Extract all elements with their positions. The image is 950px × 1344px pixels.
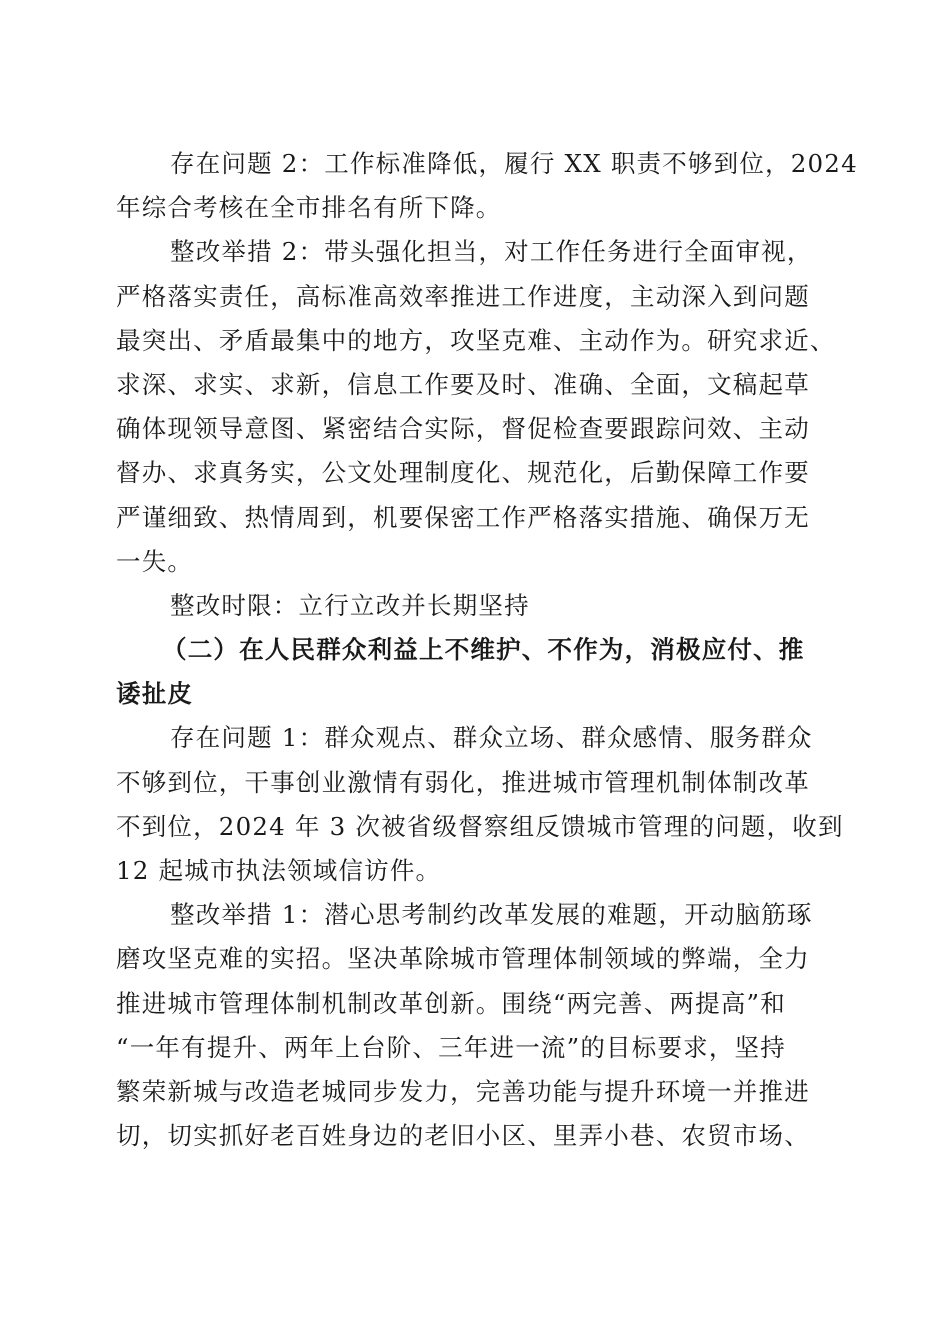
measure-2-line-1: 整改举措 2：带头强化担当，对工作任务进行全面审视，: [170, 237, 813, 267]
measure-1-line-3: 推进城市管理体制机制改革创新。围绕“两完善、两提高”和: [116, 988, 786, 1018]
measure-1-line-4: “一年有提升、两年上台阶、三年进一流”的目标要求，坚持: [116, 1032, 786, 1062]
measure-1-line-6: 切，切实抓好老百姓身边的老旧小区、里弄小巷、农贸市场、: [116, 1121, 810, 1151]
measure-2-line-7: 严谨细致、热情周到，机要保密工作严格落实措施、确保万无: [116, 502, 810, 532]
problem-2-line-1: 存在问题 2：工作标准降低，履行 XX 职责不够到位，2024: [170, 149, 858, 178]
problem-2-line-2: 年综合考核在全市排名有所下降。: [116, 193, 502, 223]
measure-2-line-8: 一失。: [116, 546, 194, 576]
measure-1-line-1: 整改举措 1：潜心思考制约改革发展的难题，开动脑筋琢: [170, 900, 813, 930]
section-2-heading-line-1: （二）在人民群众利益上不维护、不作为，消极应付、推: [162, 635, 805, 665]
measure-2-line-6: 督办、求真务实，公文处理制度化、规范化，后勤保障工作要: [116, 458, 810, 488]
problem-1-line-2: 不够到位，干事创业激情有弱化，推进城市管理机制体制改革: [116, 767, 810, 797]
document-body: [116, 142, 858, 1158]
measure-1-line-5: 繁荣新城与改造老城同步发力，完善功能与提升环境一并推进: [116, 1076, 810, 1106]
deadline-line: 整改时限：立行立改并长期坚持: [170, 590, 530, 620]
measure-2-line-4: 求深、求实、求新，信息工作要及时、准确、全面，文稿起草: [116, 369, 810, 399]
measure-1-line-2: 磨攻坚克难的实招。坚决革除城市管理体制领域的弊端，全力: [116, 944, 810, 974]
problem-1-line-4: 12 起城市执法领域信访件。: [116, 856, 442, 885]
measure-2-line-2: 严格落实责任，高标准高效率推进工作进度，主动深入到问题: [116, 281, 810, 311]
section-2-heading-line-2: 诿扯皮: [116, 679, 194, 709]
problem-1-line-1: 存在问题 1：群众观点、群众立场、群众感情、服务群众: [170, 723, 813, 753]
measure-2-line-5: 确体现领导意图、紧密结合实际，督促检查要跟踪问效、主动: [116, 414, 810, 444]
measure-2-line-3: 最突出、矛盾最集中的地方，攻坚克难、主动作为。研究求近、: [116, 325, 836, 355]
problem-1-line-3: 不到位，2024 年 3 次被省级督察组反馈城市管理的问题，收到: [116, 811, 844, 841]
